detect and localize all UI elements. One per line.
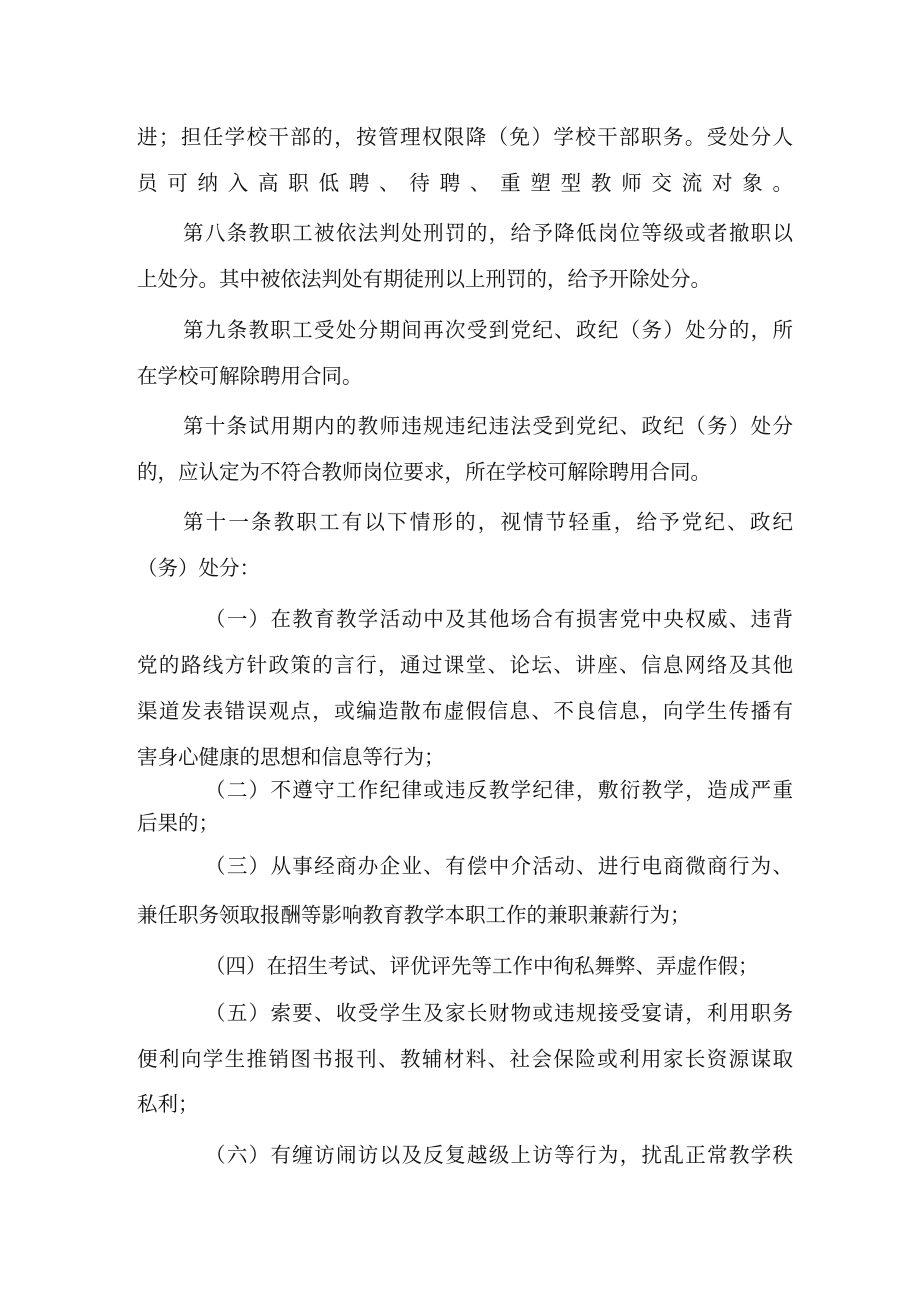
text-line: 的，应认定为不符合教师岗位要求，所在学校可解除聘用合同。 [137, 460, 711, 484]
text-line: 党的路线方针政策的言行，通过课堂、论坛、讲座、信息网络及其他 [137, 653, 793, 677]
text-line: 在学校可解除聘用合同。 [137, 364, 363, 388]
text-line: 兼任职务领取报酬等影响教育教学本职工作的兼职兼薪行为； [137, 903, 691, 927]
text-line: 员可纳入高职低聘、待聘、重塑型教师交流对象。 [137, 171, 793, 195]
text-line: 上处分。其中被依法判处有期徒刑以上刑罚的，给予开除处分。 [137, 267, 711, 291]
article-9-line: 第九条教职工受处分期间再次受到党纪、政纪（务）处分的，所 [183, 318, 793, 342]
item-6-line: （六）有缠访闹访以及反复越级上访等行为，扰乱正常教学秩 [205, 1143, 793, 1167]
item-3-line: （三）从事经商办企业、有偿中介活动、进行电商微商行为、 [205, 854, 793, 878]
article-8-line: 第八条教职工被依法判处刑罚的，给予降低岗位等级或者撤职以 [183, 221, 793, 245]
item-2-line: （二）不遵守工作纪律或违反教学纪律，敷衍教学，造成严重 [205, 778, 793, 802]
item-1-line: （一）在教育教学活动中及其他场合有损害党中央权威、违背 [205, 607, 793, 631]
text-line: 害身心健康的思想和信息等行为； [137, 745, 445, 769]
text-line: 私利； [137, 1092, 199, 1116]
article-10-line: 第十条试用期内的教师违规违纪违法受到党纪、政纪（务）处分 [183, 414, 793, 438]
article-11-line: 第十一条教职工有以下情形的，视情节轻重，给予党纪、政纪 [183, 510, 793, 534]
text-line: 便利向学生推销图书报刊、教辅材料、社会保险或利用家长资源谋取 [137, 1047, 793, 1071]
text-line: 后果的； [137, 811, 219, 835]
text-line: （务）处分： [137, 556, 260, 580]
text-line: 进；担任学校干部的，按管理权限降（免）学校干部职务。受处分人 [137, 125, 793, 149]
text-line: 渠道发表错误观点，或编造散布虚假信息、不良信息，向学生传播有 [137, 699, 793, 723]
item-4-line: （四）在招生考试、评优评先等工作中徇私舞弊、弄虚作假； [205, 954, 759, 978]
item-5-line: （五）索要、收受学生及家长财物或违规接受宴请，利用职务 [205, 1001, 793, 1025]
